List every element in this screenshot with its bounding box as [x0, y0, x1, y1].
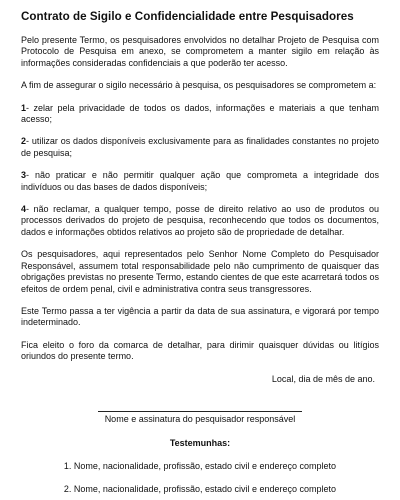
- witness-1: 1. Nome, nacionalidade, profissão, estado civil e endereço completo: [63, 460, 337, 471]
- purpose-paragraph: A fim de assegurar o sigilo necessário à pesquisa, os pesquisadores se comprometem a:: [21, 80, 377, 91]
- clause-3: [21, 170, 379, 193]
- responsibility-paragraph: Os pesquisadores, aqui representados pelo Senhor Nome Completo do Pesquisador Responsável, assumem total responsabilidade pelo não cumprimento de quaisquer das obrigações previstas no presente Termo, estando cientes de que este acarretará todos os efeitos de ordem penal, civil e administrativa contra seus transgressores.: [21, 249, 379, 294]
- clause-1: [21, 103, 379, 126]
- signature-line: [98, 411, 302, 412]
- clause-text: - zelar pela privacidade de todos os dados, informações e materiais a que tenham acesso;: [21, 102, 379, 125]
- clause-number: 2: [21, 136, 27, 147]
- clause-text: - não reclamar, a qualquer tempo, posse de direito relativo ao uso de produtos ou processos derivados do projeto de pesquisa, reconhecendo que todos os documentos, dados e informações obtidos relativos ao projeto são de propriedade de detalhar.: [21, 204, 379, 237]
- witnesses-title: Testemunhas:: [169, 437, 231, 448]
- clause-2: [21, 136, 379, 159]
- signature-label: Nome e assinatura do pesquisador responsável: [104, 413, 296, 424]
- clause-text: - não praticar e não permitir qualquer ação que comprometa a integridade dos indivíduos ou das bases de dados disponíveis;: [21, 170, 379, 192]
- clause-text: - utilizar os dados disponíveis exclusivamente para as finalidades constantes no projeto de pesquisa;: [21, 136, 379, 158]
- place-date: Local, dia de mês de ano.: [271, 373, 375, 384]
- clause-number: 4: [21, 204, 27, 215]
- clause-number: 3: [21, 170, 27, 181]
- intro-paragraph: Pelo presente Termo, os pesquisadores envolvidos no detalhar Projeto de Pesquisa com Protocolo de Pesquisa em anexo, se comprometem a manter sigilo em relação às informações consideradas confidenciais a que poderão ter acesso.: [21, 35, 379, 68]
- forum-paragraph: Fica eleito o foro da comarca de detalhar, para dirimir quaisquer dúvidas ou litígios oriundos do presente termo.: [21, 339, 379, 362]
- witness-2: 2. Nome, nacionalidade, profissão, estado civil e endereço completo: [63, 483, 337, 494]
- validity-paragraph: Este Termo passa a ter vigência a partir da data de sua assinatura, e vigorará por tempo indeterminado.: [21, 305, 379, 328]
- clause-4: [21, 204, 379, 238]
- document-title: Contrato de Sigilo e Confidencialidade entre Pesquisadores: [21, 10, 354, 23]
- clause-number: 1: [21, 102, 27, 113]
